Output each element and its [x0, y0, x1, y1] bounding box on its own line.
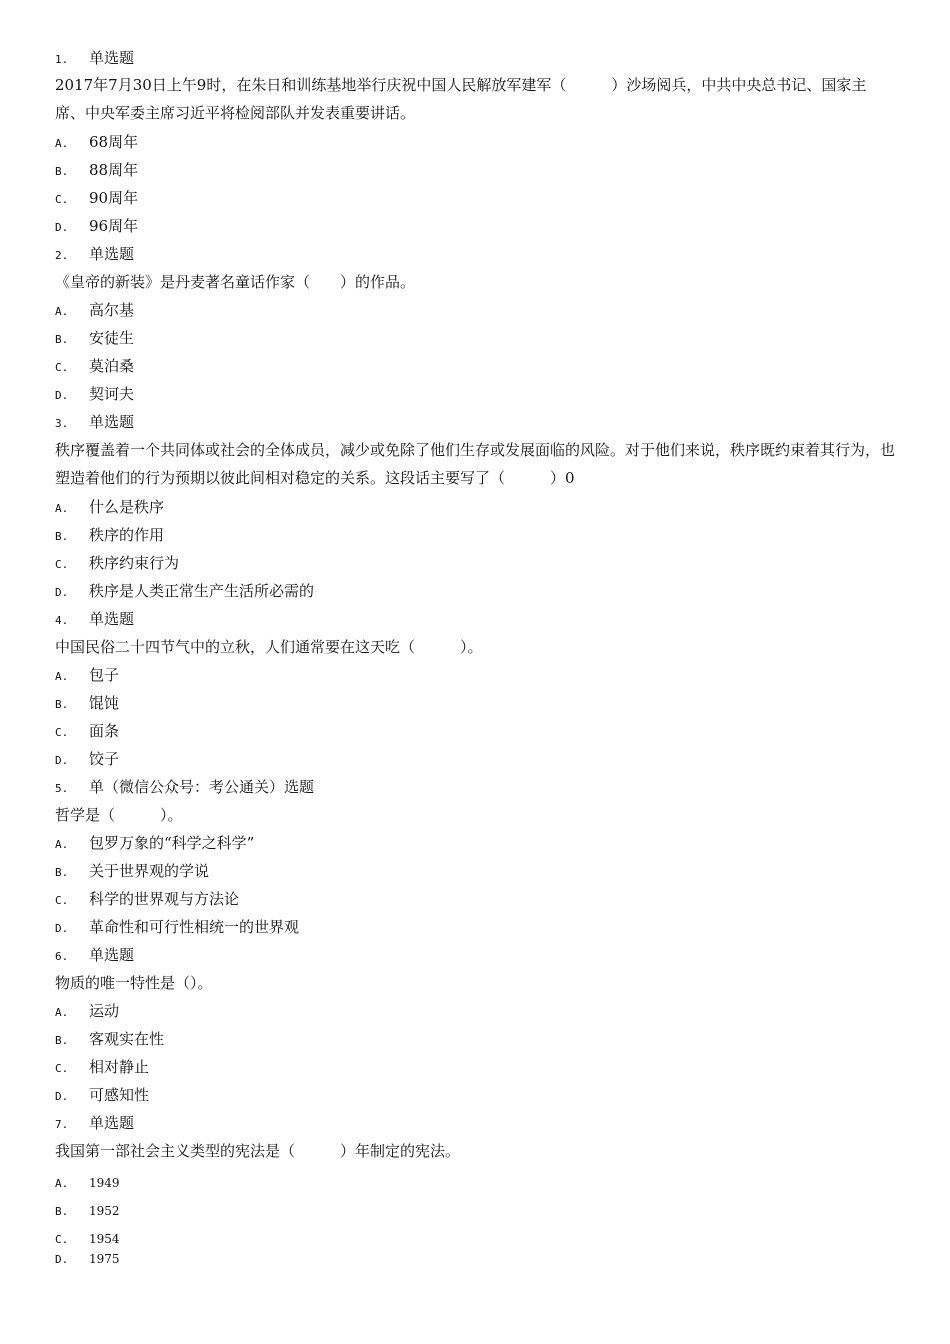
option-item [55, 861, 895, 883]
option-item [55, 1173, 895, 1194]
question-header [55, 412, 895, 434]
option-item [55, 132, 895, 154]
question-stem: 《皇帝的新装》是丹麦著名童话作家（ ）的作品。 [55, 273, 416, 291]
option-item [55, 721, 895, 743]
option-item [55, 889, 895, 911]
option-text: 科学的世界观与方法论 [89, 890, 240, 908]
question-number: 1. [55, 53, 69, 66]
question-stem: 物质的唯一特性是（）。 [55, 974, 213, 992]
question-type: 单选题 [89, 610, 135, 628]
option-letter: B. [55, 530, 69, 543]
option-item [55, 1057, 895, 1079]
option-letter: A. [55, 137, 69, 150]
option-item [55, 356, 895, 378]
option-item [55, 917, 895, 939]
option-text: 包子 [89, 666, 120, 684]
option-item [55, 384, 895, 406]
option-letter: C. [55, 361, 69, 374]
question-number: 7. [55, 1118, 69, 1131]
option-item [55, 665, 895, 687]
option-text: 莫泊桑 [89, 357, 135, 375]
option-letter: A. [55, 1177, 69, 1190]
question-header [55, 945, 895, 967]
option-text: 运动 [89, 1002, 120, 1020]
option-text: 关于世界观的学说 [89, 862, 210, 880]
option-letter: A. [55, 502, 69, 515]
option-item [55, 300, 895, 322]
question-number: 4. [55, 614, 69, 627]
question-type: 单选题 [89, 49, 135, 67]
question-number: 5. [55, 782, 69, 795]
question-header [55, 244, 895, 266]
option-text: 秩序约束行为 [89, 554, 180, 572]
option-item [55, 581, 895, 603]
option-text: 什么是秩序 [89, 498, 165, 516]
option-letter: B. [55, 866, 69, 879]
question-stem: 中国民俗二十四节气中的立秋，人们通常要在这天吃（ ）。 [55, 638, 483, 656]
option-letter: A. [55, 838, 69, 851]
option-item [55, 525, 895, 547]
option-item [55, 1085, 895, 1107]
option-text: 88周年 [89, 161, 139, 179]
option-text: 馄饨 [89, 694, 120, 712]
option-letter: D. [55, 922, 69, 935]
option-item [55, 693, 895, 715]
question-header [55, 48, 895, 70]
option-item [55, 749, 895, 771]
option-text: 秩序的作用 [89, 526, 165, 544]
option-letter: B. [55, 698, 69, 711]
option-item [55, 1249, 895, 1270]
option-text: 68周年 [89, 133, 139, 151]
option-letter: A. [55, 305, 69, 318]
option-letter: B. [55, 165, 69, 178]
question-type: 单选题 [89, 1114, 135, 1132]
option-text: 饺子 [89, 750, 120, 768]
option-item [55, 1201, 895, 1222]
option-text: 安徒生 [89, 329, 135, 347]
option-letter: D. [55, 389, 69, 402]
question-number: 6. [55, 950, 69, 963]
option-text: 96周年 [89, 217, 139, 235]
option-letter: C. [55, 1233, 69, 1246]
option-item [55, 216, 895, 238]
option-letter: D. [55, 221, 69, 234]
option-letter: D. [55, 754, 69, 767]
option-item [55, 160, 895, 182]
option-item [55, 833, 895, 855]
option-text: 高尔基 [89, 301, 135, 319]
question-type: 单选题 [89, 946, 135, 964]
question-type: 单（微信公众号：考公通关）选题 [89, 778, 315, 796]
option-item [55, 1001, 895, 1023]
option-text: 契诃夫 [89, 385, 135, 403]
option-text: 1954 [89, 1232, 120, 1246]
option-text: 90周年 [89, 189, 139, 207]
option-letter: A. [55, 1006, 69, 1019]
option-letter: C. [55, 193, 69, 206]
option-item [55, 553, 895, 575]
question-stem: 我国第一部社会主义类型的宪法是（ ）年制定的宪法。 [55, 1142, 461, 1160]
question-stem: 秩序覆盖着一个共同体或社会的全体成员，减少或免除了他们生存或发展面临的风险。对于他们来说，秩序既约束着其行为，也塑造着他们的行为预期以彼此间相对稳定的关系。这段话主要写了（ ）0 [55, 441, 896, 487]
question-header [55, 777, 895, 799]
option-text: 客观实在性 [89, 1030, 165, 1048]
option-text: 革命性和可行性相统一的世界观 [89, 918, 300, 936]
option-text: 1949 [89, 1176, 120, 1190]
option-letter: C. [55, 726, 69, 739]
option-item [55, 1229, 895, 1250]
option-item [55, 328, 895, 350]
question-type: 单选题 [89, 413, 135, 431]
question-number: 3. [55, 417, 69, 430]
question-stem: 2017年7月30日上午9时，在朱日和训练基地举行庆祝中国人民解放军建军（ ）沙场阅兵，中共中央总书记、国家主席、中央军委主席习近平将检阅部队并发表重要讲话。 [55, 76, 867, 122]
option-letter: C. [55, 1062, 69, 1075]
question-stem: 哲学是（ ）。 [55, 806, 183, 824]
question-header [55, 609, 895, 631]
option-item [55, 1029, 895, 1051]
option-item [55, 188, 895, 210]
option-text: 1975 [89, 1252, 120, 1266]
option-letter: B. [55, 1205, 69, 1218]
option-letter: B. [55, 333, 69, 346]
option-letter: C. [55, 894, 69, 907]
option-letter: C. [55, 558, 69, 571]
option-text: 包罗万象的“科学之科学” [89, 834, 255, 852]
option-letter: D. [55, 586, 69, 599]
option-text: 1952 [89, 1204, 120, 1218]
option-item [55, 497, 895, 519]
option-text: 相对静止 [89, 1058, 150, 1076]
option-letter: B. [55, 1034, 69, 1047]
option-text: 面条 [89, 722, 120, 740]
option-letter: D. [55, 1090, 69, 1103]
option-letter: A. [55, 670, 69, 683]
option-text: 秩序是人类正常生产生活所必需的 [89, 582, 315, 600]
question-type: 单选题 [89, 245, 135, 263]
question-header [55, 1113, 895, 1135]
option-letter: D. [55, 1253, 69, 1266]
option-text: 可感知性 [89, 1086, 150, 1104]
question-number: 2. [55, 249, 69, 262]
